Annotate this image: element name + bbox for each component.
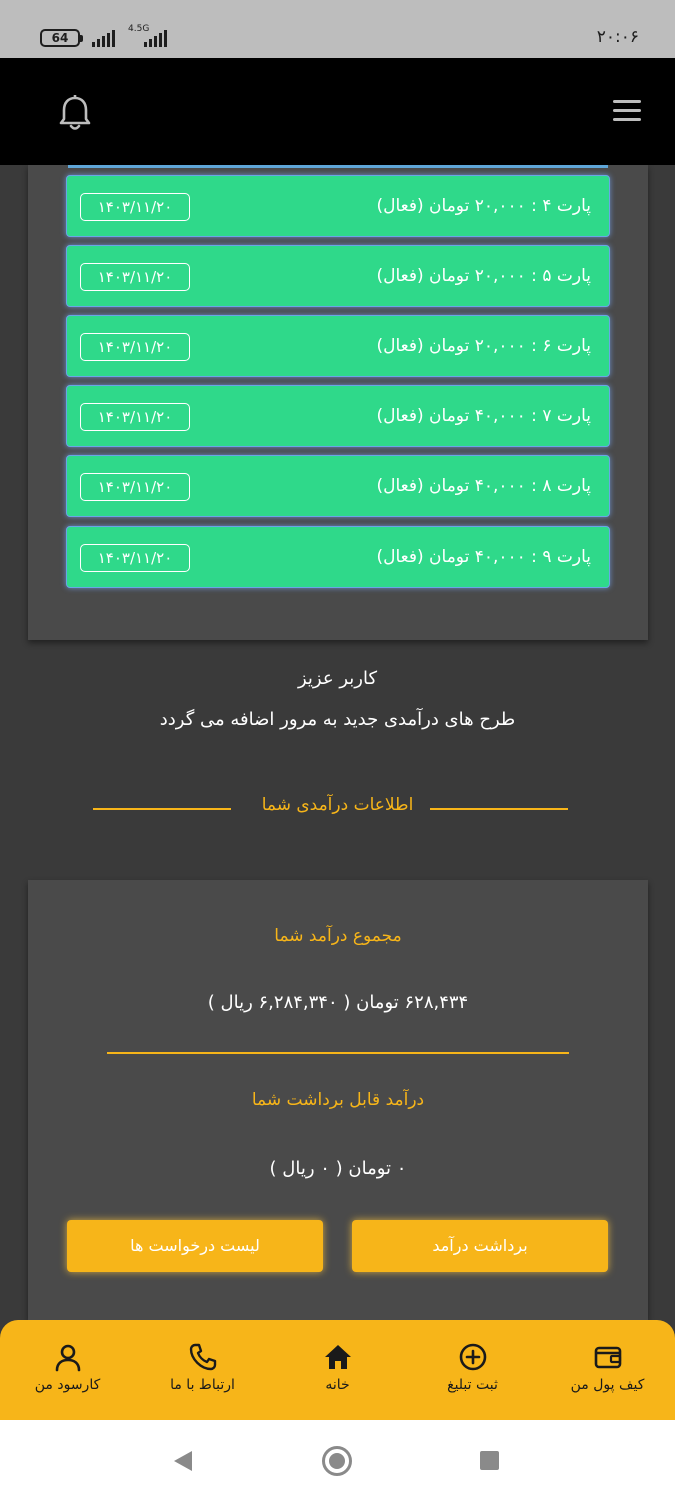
notice-greeting: کاربر عزیز bbox=[297, 668, 378, 689]
back-icon[interactable] bbox=[172, 1449, 194, 1473]
part-label: پارت ۶ : ۲۰,۰۰۰ تومان (فعال) bbox=[376, 336, 591, 356]
part-row[interactable] bbox=[66, 315, 610, 377]
bottom-navigation bbox=[0, 1320, 675, 1420]
part-label: پارت ۸ : ۴۰,۰۰۰ تومان (فعال) bbox=[376, 476, 591, 496]
network-type-label: 4.5G bbox=[128, 24, 150, 34]
user-icon bbox=[53, 1342, 83, 1372]
title-divider-right bbox=[430, 808, 568, 810]
part-label: پارت ۵ : ۲۰,۰۰۰ تومان (فعال) bbox=[376, 266, 591, 286]
withdrawable-label: درآمد قابل برداشت شما bbox=[251, 1090, 425, 1110]
nav-item-profit[interactable] bbox=[0, 1320, 135, 1420]
part-label: پارت ۹ : ۴۰,۰۰۰ تومان (فعال) bbox=[376, 547, 591, 567]
plus-circle-icon bbox=[458, 1342, 488, 1372]
nav-label-profit: کارسود من bbox=[34, 1377, 101, 1393]
part-date-badge: ۱۴۰۳/۱۱/۲۰ bbox=[80, 263, 190, 291]
home-icon bbox=[323, 1342, 353, 1372]
phone-icon bbox=[188, 1342, 218, 1372]
nav-item-post-ad[interactable] bbox=[405, 1320, 540, 1420]
requests-list-button[interactable]: لیست درخواست ها bbox=[67, 1220, 323, 1272]
wallet-icon bbox=[593, 1342, 623, 1372]
system-navigation-bar bbox=[0, 1420, 675, 1500]
total-income-value: ۶۲۸,۴۳۴ تومان ( ۶,۲۸۴,۳۴۰ ریال ) bbox=[207, 992, 469, 1013]
app-header bbox=[0, 58, 675, 165]
part-row[interactable] bbox=[66, 385, 610, 447]
home-button-icon[interactable] bbox=[322, 1446, 352, 1476]
nav-item-wallet[interactable] bbox=[540, 1320, 675, 1420]
nav-item-contact[interactable] bbox=[135, 1320, 270, 1420]
battery-indicator: 64 bbox=[40, 29, 80, 47]
status-clock: ۲۰:۰۶ bbox=[596, 27, 639, 47]
income-section-title bbox=[0, 795, 675, 825]
parts-card bbox=[28, 165, 648, 640]
nav-label-contact: ارتباط با ما bbox=[170, 1377, 235, 1393]
part-date-badge: ۱۴۰۳/۱۱/۲۰ bbox=[80, 193, 190, 221]
income-section-title-text: اطلاعات درآمدی شما bbox=[261, 795, 414, 815]
bell-icon[interactable] bbox=[58, 95, 92, 131]
part-row[interactable] bbox=[66, 455, 610, 517]
hamburger-menu-icon[interactable] bbox=[613, 100, 641, 122]
nav-label-post-ad: ثبت تبلیغ bbox=[447, 1377, 498, 1393]
status-bar bbox=[0, 0, 675, 58]
part-label: پارت ۴ : ۲۰,۰۰۰ تومان (فعال) bbox=[376, 196, 591, 216]
total-income-label: مجموع درآمد شما bbox=[274, 926, 402, 946]
recent-apps-icon[interactable] bbox=[480, 1451, 499, 1470]
withdrawable-value: ۰ تومان ( ۰ ریال ) bbox=[269, 1158, 407, 1179]
withdraw-income-button[interactable]: برداشت درآمد bbox=[352, 1220, 608, 1272]
part-row[interactable] bbox=[66, 245, 610, 307]
income-card bbox=[28, 880, 648, 1320]
part-date-badge: ۱۴۰۳/۱۱/۲۰ bbox=[80, 403, 190, 431]
part-date-badge: ۱۴۰۳/۱۱/۲۰ bbox=[80, 333, 190, 361]
income-divider bbox=[107, 1052, 569, 1054]
signal-icon-2 bbox=[144, 29, 167, 47]
notice-message: طرح های درآمدی جدید به مرور اضافه می گردد bbox=[159, 709, 516, 730]
part-date-badge: ۱۴۰۳/۱۱/۲۰ bbox=[80, 544, 190, 572]
signal-icon bbox=[92, 29, 115, 47]
part-row[interactable] bbox=[66, 175, 610, 237]
part-date-badge: ۱۴۰۳/۱۱/۲۰ bbox=[80, 473, 190, 501]
nav-item-home[interactable] bbox=[270, 1320, 405, 1420]
part-row[interactable] bbox=[66, 526, 610, 588]
nav-label-home: خانه bbox=[325, 1377, 350, 1393]
nav-label-wallet: کیف پول من bbox=[570, 1377, 645, 1393]
part-label: پارت ۷ : ۴۰,۰۰۰ تومان (فعال) bbox=[376, 406, 591, 426]
